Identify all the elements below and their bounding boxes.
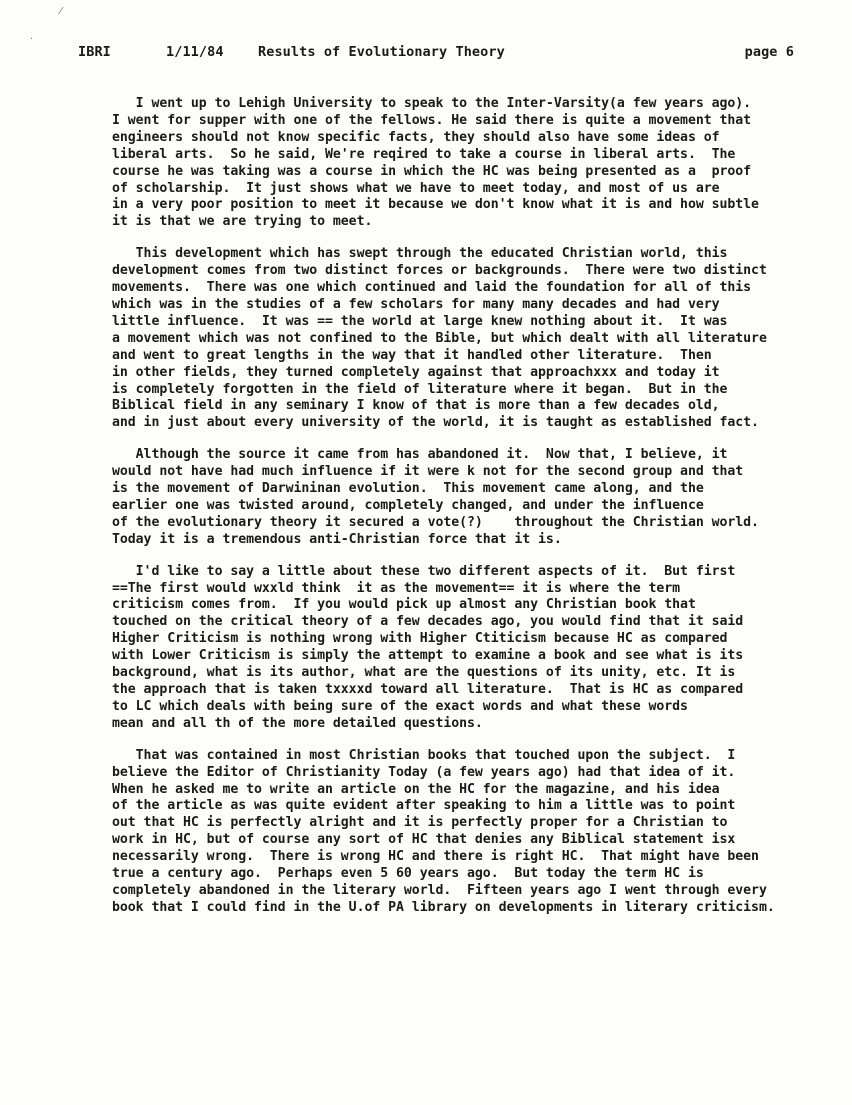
text-line: engineers should not know specific facts, they should also have some ideas of — [112, 129, 720, 145]
stray-mark-top: ⁄ — [60, 6, 62, 17]
text-line: This development which has swept through the educated Christian world, this — [112, 246, 728, 262]
text-line: I went for supper with one of the fellows. He said there is quite a movement that — [112, 112, 752, 128]
text-line: I'd like to say a little about these two different aspects of it. But first — [112, 563, 736, 579]
text-line: criticism comes from. If you would pick up almost any Christian book that — [112, 597, 696, 613]
text-line: out that HC is perfectly alright and it is perfectly proper for a Christian to — [112, 815, 728, 831]
header-org: IBRI — [78, 44, 111, 60]
text-line: to LC which deals with being sure of the exact words and what these words — [112, 698, 688, 714]
text-line: I went up to Lehigh University to speak to the Inter-Varsity(a few years ago). — [112, 96, 752, 111]
text-line: Higher Criticism is nothing wrong with Higher Ctiticism because HC as compared — [112, 631, 728, 647]
paragraph — [112, 748, 812, 917]
text-line: ==The first would wxxld think it as the movement== it is where the term — [112, 580, 681, 596]
text-line: of the evolutionary theory it secured a vote(?) throughout the Christian world. — [112, 514, 759, 530]
text-line: completely abandoned in the literary world. Fifteen years ago I went through every — [112, 882, 767, 898]
text-line: little influence. It was == the world at large knew nothing about it. It was — [112, 313, 728, 329]
body-text — [112, 96, 812, 932]
text-line: liberal arts. So he said, We're reqired to take a course in liberal arts. The — [112, 146, 736, 162]
text-line: touched on the critical theory of a few decades ago, you would find that it said — [112, 614, 744, 630]
text-line: would not have had much influence if it were k not for the second group and that — [112, 464, 744, 480]
text-line: book that I could find in the U.of PA library on developments in literary criticism. — [112, 899, 775, 915]
header-title: Results of Evolutionary Theory — [258, 44, 505, 60]
paragraph — [112, 564, 812, 733]
paragraph — [112, 447, 812, 548]
text-line: mean and all th of the more detailed questions. — [112, 715, 483, 731]
text-line: earlier one was twisted around, completely changed, and under the influence — [112, 497, 704, 513]
text-line: background, what is its author, what are the questions of its unity, etc. It is — [112, 665, 736, 681]
text-line: development comes from two distinct forces or backgrounds. There were two distinct — [112, 263, 767, 279]
text-line: That was contained in most Christian books that touched upon the subject. I — [112, 747, 736, 763]
header-date: 1/11/84 — [166, 44, 224, 60]
paragraph — [112, 246, 812, 432]
text-line: believe the Editor of Christianity Today (a few years ago) had that idea of it. — [112, 764, 736, 780]
text-line: Today it is a tremendous anti-Christian force that it is. — [112, 531, 562, 547]
text-line: of the article as was quite evident after speaking to him a little was to point — [112, 798, 736, 814]
paragraph — [112, 96, 812, 231]
text-line: movements. There was one which continued and laid the foundation for all of this — [112, 280, 752, 296]
text-line: Although the source it came from has abandoned it. Now that, I believe, it — [112, 447, 728, 463]
text-line: in other fields, they turned completely against that approachxxx and today it — [112, 364, 720, 380]
text-line: true a century ago. Perhaps even 5 60 years ago. But today the term HC is — [112, 866, 704, 882]
text-line: course he was taking was a course in which the HC was being presented as a proof — [112, 163, 752, 179]
text-line: it is that we are trying to meet. — [112, 214, 373, 230]
text-line: of scholarship. It just shows what we have to meet today, and most of us are — [112, 180, 720, 196]
text-line: and in just about every university of the world, it is taught as established fact. — [112, 415, 759, 431]
stray-mark-left: · — [30, 34, 34, 45]
text-line: necessarily wrong. There is wrong HC and there is right HC. That might have been — [112, 849, 759, 865]
page-header — [78, 44, 794, 62]
text-line: in a very poor position to meet it because we don't know what it is and how subtle — [112, 197, 759, 213]
text-line: Biblical field in any seminary I know of that is more than a few decades old, — [112, 398, 720, 414]
text-line: a movement which was not confined to the Bible, but which dealt with all literature — [112, 330, 767, 346]
text-line: which was in the studies of a few scholars for many many decades and had very — [112, 296, 720, 312]
text-line: and went to great lengths in the way that it handled other literature. Then — [112, 347, 712, 363]
text-line: with Lower Criticism is simply the attempt to examine a book and see what is its — [112, 648, 744, 664]
text-line: is completely forgotten in the field of literature where it began. But in the — [112, 381, 728, 397]
header-page-number: page 6 — [744, 44, 794, 60]
text-line: work in HC, but of course any sort of HC that denies any Biblical statement isx — [112, 832, 736, 848]
text-line: the approach that is taken txxxxd toward all literature. That is HC as compared — [112, 682, 744, 697]
text-line: When he asked me to write an article on the HC for the magazine, and his idea — [112, 781, 720, 797]
text-line: is the movement of Darwininan evolution. This movement came along, and the — [112, 481, 704, 497]
